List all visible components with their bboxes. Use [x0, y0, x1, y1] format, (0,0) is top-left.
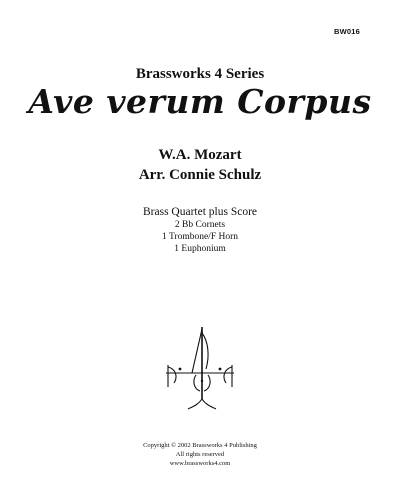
instrumentation [0, 205, 400, 255]
arranger: Arr. Connie Schulz [138, 167, 262, 183]
footer [0, 441, 400, 468]
brassworks4-logo-icon [162, 325, 238, 411]
instrumentation-heading: Brass Quartet plus Score [142, 206, 258, 218]
instrument-part: 1 Euphonium [174, 244, 226, 254]
instrument-part: 2 Bb Cornets [174, 220, 226, 230]
rights-line: All rights reserved [175, 451, 225, 458]
copyright-line: Copyright © 2002 Brassworks 4 Publishing [143, 442, 257, 449]
instrument-part: 1 Trombone/F Horn [161, 232, 238, 242]
composer: W.A. Mozart [158, 147, 242, 163]
website-line: www.brassworks4.com [169, 460, 231, 467]
piece-title: Ave verum Corpus [28, 82, 372, 121]
series-name: Brassworks 4 Series [135, 66, 265, 82]
catalog-code: BW016 [333, 27, 360, 36]
